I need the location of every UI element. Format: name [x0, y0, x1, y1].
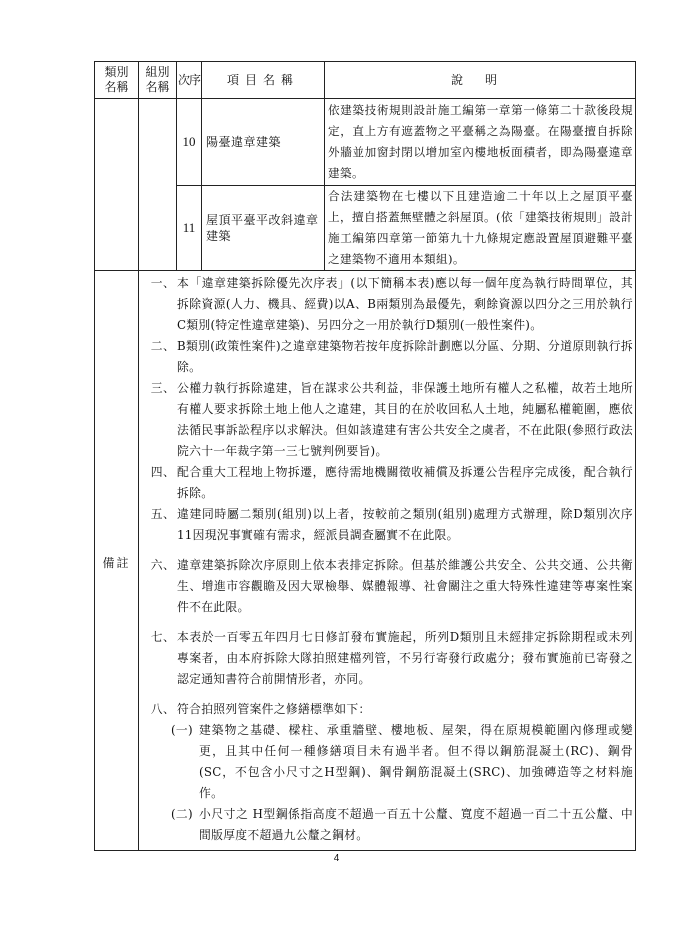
- note-item: 四、 配合重大工程地上物拆遷，應待需地機關徵收補償及拆遷公告程序完成後，配合執行拆除。: [150, 465, 633, 500]
- note-item: 三、 公權力執行拆除違建，旨在謀求公共利益，非保護土地所有權人之私權，故若土地所有權人要求拆除土地上他人之違建，其目的在於收回私人土地，純屬私權範圍，應依法循民事訴訟程序以求解決。但如該違建有害公共安全之虞者，不在此限(參照行政法院六十一年裁字第一三七號判例要旨)。: [150, 381, 633, 458]
- item-name-cell: 陽臺違章建築: [202, 99, 325, 186]
- table-header-row: [95, 62, 636, 99]
- description-cell: 依建築技術規則設計施工編第一章第一條第二十款後段規定，直上方有遮蓋物之平臺稱之為陽臺。在陽臺擅自拆除外牆並加窗封閉以增加室內樓地板面積者，即為陽臺違章建築。: [325, 99, 636, 186]
- note-sub-item: (一) 建築物之基礎、樑柱、承重牆壁、樓地板、屋架，得在原規模範圍內修理或變更，且其中任何一種修繕項目未有過半者。但不得以鋼筋混凝土(RC)、鋼骨(SC，不包含小尺寸之H型鋼)、鋼骨鋼筋混凝土(SRC)、加強磚造等之材料施作。: [171, 723, 633, 800]
- header-group-name: 組別 名稱: [139, 62, 177, 99]
- note-item: 八、 符合拍照列管案件之修繕標準如下：: [150, 702, 371, 716]
- note-item: 七、 本表於一百零五年四月七日修訂發布實施起，所列D類別且未經排定拆除期程或未列專案者，由本府拆除大隊拍照建檔列管，不另行寄發行政處分；發布實施前已寄發之認定通知書符合前開情形者，亦同。: [150, 630, 633, 686]
- notes-label: 備註: [95, 271, 139, 851]
- table-row: [95, 186, 636, 271]
- table-row: [95, 99, 636, 186]
- header-type-name: 類別 名稱: [95, 62, 139, 99]
- note-item: 六、 違章建築拆除次序原則上依本表排定拆除。但基於維護公共安全、公共交通、公共衛生、增進市容觀瞻及因大眾檢舉、媒體報導、社會關注之重大特殊性違建等專案性案件不在此限。: [150, 558, 633, 614]
- header-item-name: 項目名稱: [202, 62, 325, 99]
- note-item: 二、 B類別(政策性案件)之違章建築物若按年度拆除計劃應以分區、分期、分道原則執行拆除。: [150, 339, 633, 374]
- header-description: 說明: [325, 62, 636, 99]
- group-cell: [139, 99, 177, 271]
- item-name-cell: 屋頂平臺平改斜違章建築: [202, 186, 325, 271]
- note-sub-item: (二) 小尺寸之 H型鋼係指高度不超過一百五十公釐、寬度不超過一百二十五公釐、中間版厚度不超過九公釐之鋼材。: [171, 807, 633, 842]
- note-item: 五、 違建同時屬二類別(組別)以上者，按較前之類別(組別)處理方式辦理，除D類別次序11因現況事實確有需求，經派員調查屬實不在此限。: [150, 507, 633, 542]
- notes-row: [95, 271, 636, 851]
- order-cell: 10: [177, 99, 202, 186]
- header-order: 次序: [177, 62, 202, 99]
- notes-content: [139, 271, 636, 851]
- demolition-priority-table: [94, 61, 636, 851]
- order-cell: 11: [177, 186, 202, 271]
- note-item: 一、 本「違章建築拆除優先次序表」(以下簡稱本表)應以每一個年度為執行時間單位，其拆除資源(人力、機具、經費)以A、B兩類別為最優先，剩餘資源以四分之三用於執行C類別(特定性違章建築)、另四分之一用於執行D類別(一般性案件)。: [150, 276, 633, 332]
- page-number: 4: [333, 853, 340, 864]
- type-cell: [95, 99, 139, 271]
- description-cell: 合法建築物在七樓以下且建造逾二十年以上之屋頂平臺上，擅自搭蓋無壁體之斜屋頂。(依「建築技術規則」設計施工編第四章第一節第九十九條規定應設置屋頂避難平臺之建築物不適用本類組)。: [325, 186, 636, 271]
